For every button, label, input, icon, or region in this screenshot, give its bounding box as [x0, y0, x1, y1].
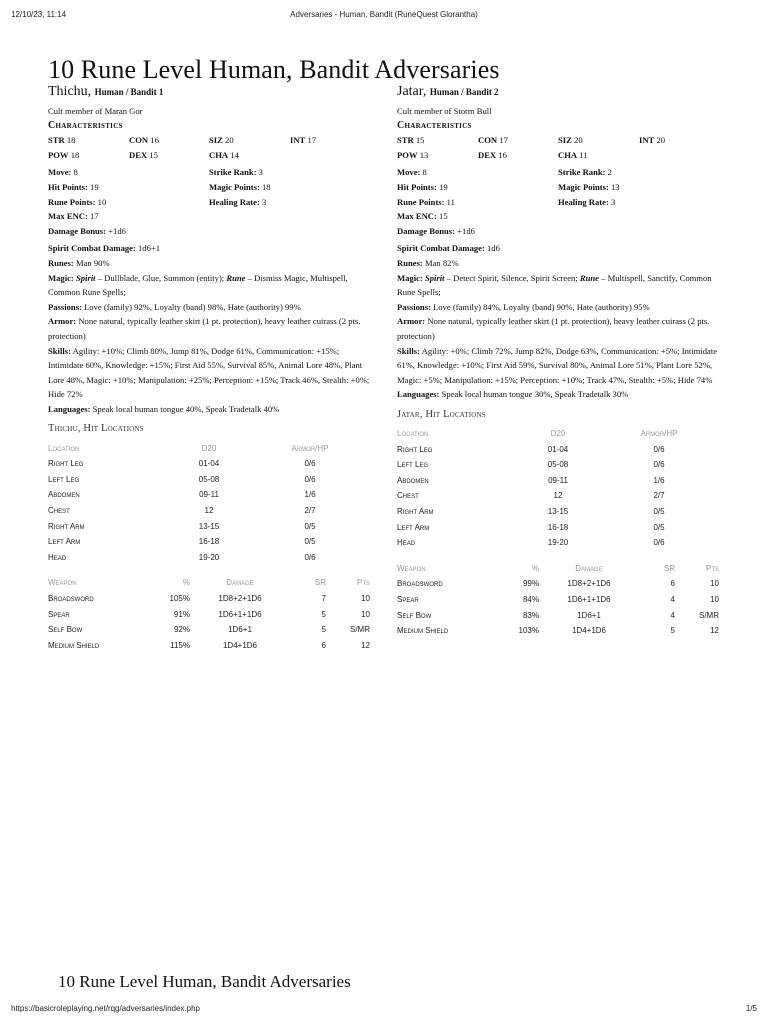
characteristics-grid: STR 15 CON 17 SIZ 20 INT 20 POW 13 DEX 16 CHA 11: [397, 135, 666, 160]
spirit-combat-damage: Spirit Combat Damage: 1d6: [397, 243, 500, 254]
runes: Runes: Man 82%: [397, 257, 459, 268]
armor: Armor: None natural, typically leather skirt (1 pt. protection), heavy leather cuirass (2 pts. protection): [48, 316, 361, 341]
npc-cult: Cult member of Storm Bull: [397, 106, 492, 116]
browser-print-footer: [11, 1004, 757, 1016]
print-url: https://basicroleplaying.net/rqg/adversaries/index.php: [11, 1004, 200, 1013]
max-enc: Max ENC: 17: [48, 211, 99, 222]
print-page-number: 1/5: [745, 1004, 757, 1013]
damage-bonus: Damage Bonus: +1d6: [397, 225, 475, 236]
npc-subtitle: Human / Bandit 2: [429, 87, 499, 97]
hit-location-row: Head 19-20 0/6: [397, 538, 665, 548]
skills: Skills: Agility: +0%; Climb 72%, Jump 82%, Dodge 63%, Communication: +5%; Intimidate 61%, Knowledge: +10%; First Aid 59%, Survival 80%, Animal Lore 51%, Plant Lore 52%, Magic: +5%; Manipulation: +15%; Perception: +10%; Track 47%, Stealth: +5%; Hide 74%: [397, 345, 718, 385]
languages: Languages: Speak local human tongue 30%, Speak Tradetalk 30%: [397, 389, 629, 400]
page-title: 10 Rune Level Human, Bandit Adversaries: [48, 55, 500, 84]
magic: Magic: Spirit – Detect Spirit, Silence, Spirit Screen; Rune – Multispell, Sanctify, Common Rune Spells;: [397, 272, 712, 298]
weapons-table: Weapon % Damage SR Pts Broadsword 99% 1D8+2+1D6 6 10 Spear 84% 1D6+1+1D6 4 10 Self Bow 83% 1D6+1 4 S/MR Medium Shield 103% 1D4+1D6 5 12: [397, 561, 719, 639]
hit-location-row: Right Leg 01-04 0/6: [397, 444, 665, 454]
hit-locations-heading: Jatar, Hit Locations: [397, 408, 486, 420]
magic: Magic: Spirit – Dullblade, Glue, Summon (entity); Rune – Dismiss Magic, Multispell, Common Rune Spells;: [48, 272, 348, 298]
print-timestamp: 12/10/23, 11:14: [11, 10, 67, 19]
damage-bonus: Damage Bonus: +1d6: [48, 225, 126, 236]
weapon-row: Self Bow 92% 1D6+1 5 S/MR: [48, 625, 370, 635]
attributes-grid: Move: 8 Strike Rank: 3 Hit Points: 19 Magic Points: 18 Rune Points: 10 Healing Rate: 3: [48, 167, 271, 207]
languages: Languages: Speak local human tongue 40%, Speak Tradetalk 40%: [48, 403, 280, 414]
npc-name: Thichu, Human / Bandit 1: [48, 84, 164, 99]
characteristics-heading: Characteristics: [48, 119, 123, 131]
armor: Armor: None natural, typically leather skirt (1 pt. protection), heavy leather cuirass (2 pts. protection): [397, 316, 710, 341]
hit-locations-table: Location D20 Armor/HP Right Leg 01-04 0/6 Left Leg 05-08 0/6 Abdomen 09-11 1/6 Chest 12 2/7 Right Arm 13-15 0/5 Left Arm 16-18 0/5 Head 19-20 0/6: [48, 441, 370, 566]
weapon-row: Broadsword 99% 1D8+2+1D6 6 10: [397, 579, 719, 589]
hit-location-row: Left Arm 16-18 0/5: [397, 522, 665, 532]
hit-locations-heading: Thichu, Hit Locations: [48, 423, 144, 435]
hit-location-row: Chest 12 2/7: [397, 491, 665, 501]
hit-location-row: Chest 12 2/7: [48, 505, 316, 515]
next-page-title: 10 Rune Level Human, Bandit Adversaries: [58, 972, 351, 991]
npc-card-jatar: [397, 84, 719, 639]
skills: Skills: Agility: +10%; Climb 80%, Jump 81%, Dodge 61%, Communication: +15%; Intimidate 60%, Knowledge: +15%; First Aid 55%, Survival 85%, Animal Lore 48%, Plant Lore 48%, Magic: +10%; Manipulation: +25%; Perception: +15%; Track 46%, Stealth: +0%; Hide 72%: [48, 345, 370, 400]
attributes-grid: Move: 8 Strike Rank: 2 Hit Points: 19 Magic Points: 13 Rune Points: 11 Healing Rate: 3: [397, 167, 620, 207]
npc-card-thichu: [48, 84, 370, 654]
weapon-row: Spear 91% 1D6+1+1D6 5 10: [48, 609, 370, 619]
passions: Passions: Love (family) 92%, Loyalty (band) 98%, Hate (authority) 99%: [48, 301, 301, 312]
hit-location-row: Left Leg 05-08 0/6: [48, 474, 316, 484]
weapon-row: Broadsword 105% 1D8+2+1D6 7 10: [48, 593, 370, 603]
characteristics-heading: Characteristics: [397, 119, 472, 131]
hit-locations-table: Location D20 Armor/HP Right Leg 01-04 0/6 Left Leg 05-08 0/6 Abdomen 09-11 1/6 Chest 12 2/7 Right Arm 13-15 0/5 Left Arm 16-18 0/5 Head 19-20 0/6: [397, 426, 719, 551]
hit-location-row: Abdomen 09-11 1/6: [48, 490, 316, 500]
hit-location-row: Left Leg 05-08 0/6: [397, 460, 665, 470]
weapons-table: Weapon % Damage SR Pts Broadsword 105% 1D8+2+1D6 7 10 Spear 91% 1D6+1+1D6 5 10 Self Bow 92% 1D6+1 5 S/MR Medium Shield 115% 1D4+1D6 6 12: [48, 576, 370, 654]
npc-cult: Cult member of Maran Gor: [48, 106, 143, 116]
spirit-combat-damage: Spirit Combat Damage: 1d6+1: [48, 243, 161, 254]
npc-name: Jatar, Human / Bandit 2: [397, 84, 499, 99]
weapon-row: Self Bow 83% 1D6+1 4 S/MR: [397, 610, 719, 620]
hit-location-row: Right Leg 01-04 0/6: [48, 459, 316, 469]
characteristics-grid: STR 18 CON 16 SIZ 20 INT 17 POW 18 DEX 15 CHA 14: [48, 135, 317, 160]
weapon-row: Medium Shield 115% 1D4+1D6 6 12: [48, 640, 370, 650]
hit-location-row: Right Arm 13-15 0/5: [48, 521, 316, 531]
passions: Passions: Love (family) 84%, Loyalty (band) 90%, Hate (authority) 95%: [397, 301, 650, 312]
browser-print-header: [11, 10, 757, 24]
weapon-row: Medium Shield 103% 1D4+1D6 5 12: [397, 626, 719, 636]
max-enc: Max ENC: 15: [397, 211, 448, 222]
hit-location-row: Abdomen 09-11 1/6: [397, 475, 665, 485]
print-tab-title: Adversaries - Human, Bandit (RuneQuest Glorantha): [290, 10, 478, 19]
npc-subtitle: Human / Bandit 1: [94, 87, 164, 97]
hit-location-row: Left Arm 16-18 0/5: [48, 537, 316, 547]
hit-location-row: Right Arm 13-15 0/5: [397, 506, 665, 516]
weapon-row: Spear 84% 1D6+1+1D6 4 10: [397, 594, 719, 604]
hit-location-row: Head 19-20 0/6: [48, 552, 316, 562]
runes: Runes: Man 90%: [48, 257, 110, 268]
